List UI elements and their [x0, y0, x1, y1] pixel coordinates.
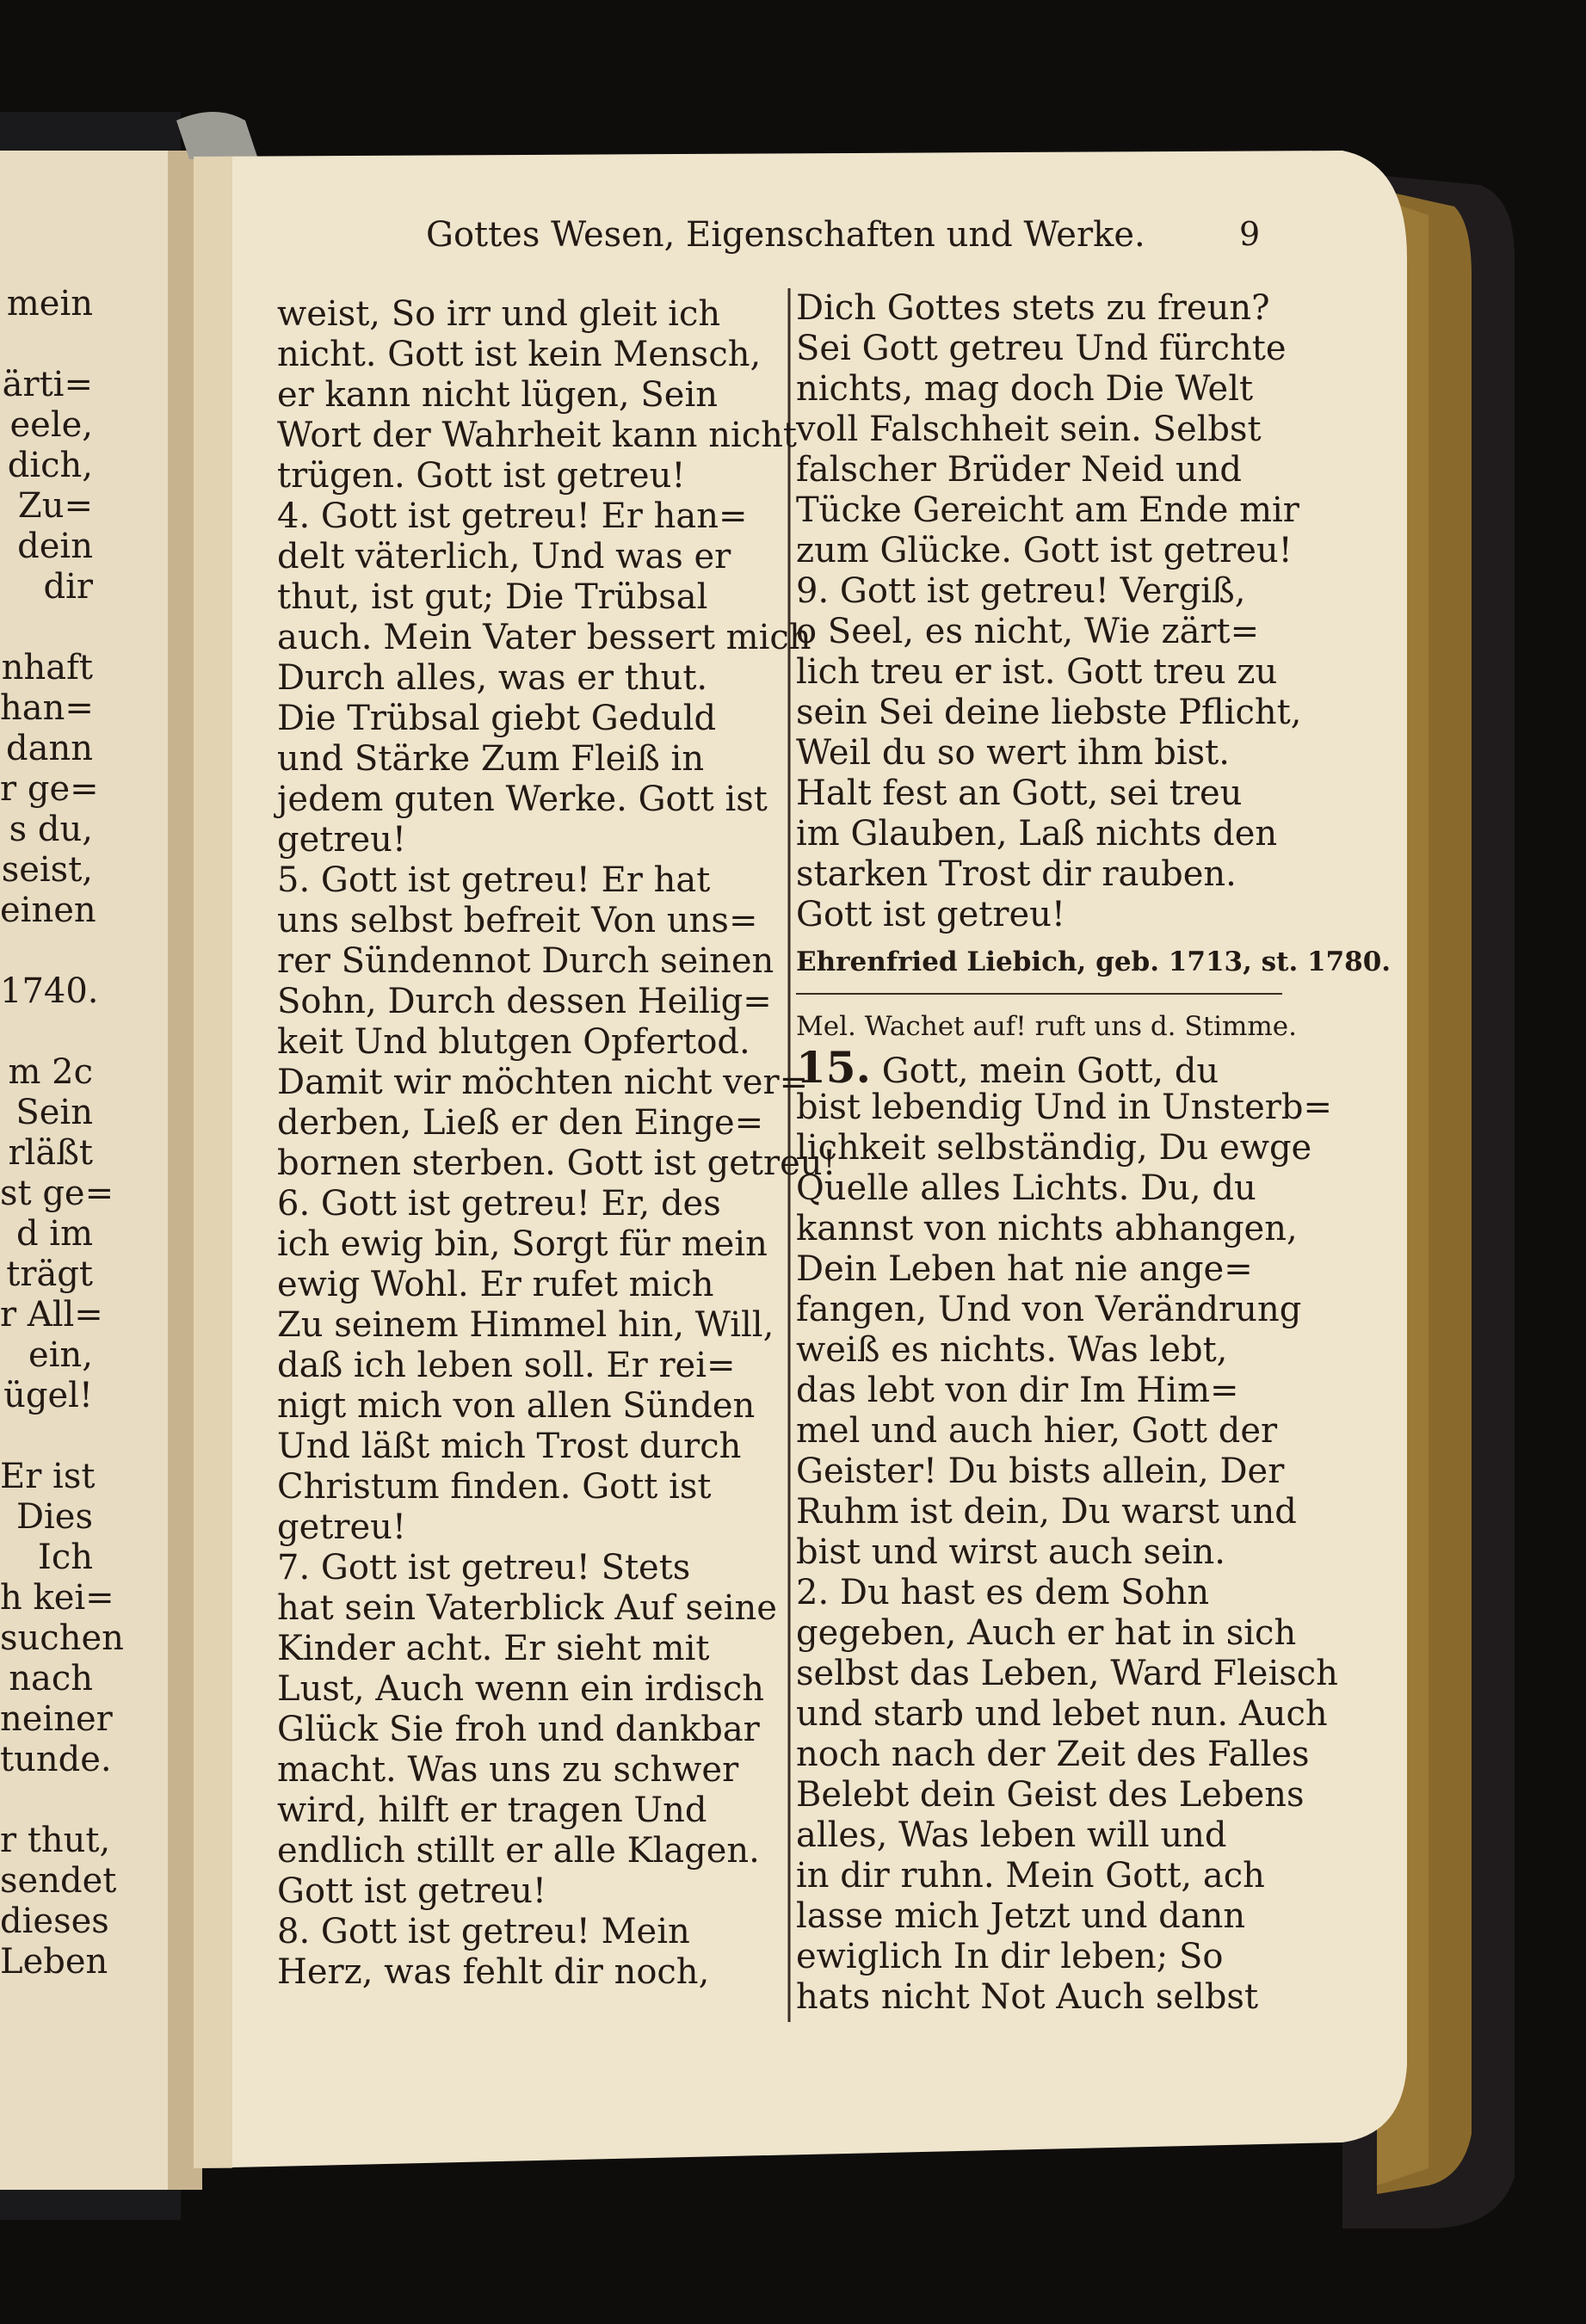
- text-line: Sohn, Durch dessen Heilig=: [277, 982, 772, 1021]
- text-line: Belebt dein Geist des Lebens: [796, 1775, 1305, 1815]
- fragment-line: tunde.: [0, 1740, 112, 1779]
- text-line: bornen sterben. Gott ist getreu!: [277, 1144, 836, 1183]
- text-line: weist, So irr und gleit ich: [277, 294, 721, 334]
- text-line: gegeben, Auch er hat in sich: [796, 1613, 1297, 1653]
- fragment-line: suchen: [0, 1618, 124, 1658]
- text-line: thut, ist gut; Die Trübsal: [277, 577, 708, 617]
- fragment-line: Ich: [38, 1538, 93, 1577]
- text-line: mel und auch hier, Gott der: [796, 1411, 1278, 1451]
- fragment-line: Dies: [15, 1497, 93, 1537]
- fragment-line: [0, 1780, 93, 1821]
- text-line: lichkeit selbständig, Du ewge: [796, 1128, 1312, 1168]
- text-line: Tücke Gereicht am Ende mir: [796, 490, 1299, 530]
- text-line: Weil du so wert ihm bist.: [796, 733, 1230, 773]
- text-line: keit Und blutgen Opfertod.: [277, 1022, 750, 1062]
- text-line: im Glauben, Laß nichts den: [796, 814, 1278, 854]
- fragment-line: s du,: [9, 810, 93, 849]
- text-line: nigt mich von allen Sünden: [277, 1386, 756, 1426]
- text-line: Gott ist getreu!: [277, 1871, 546, 1911]
- text-line: Dich Gottes stets zu freun?: [796, 288, 1270, 328]
- fragment-line: Sein: [15, 1093, 93, 1132]
- text-line: hat sein Vaterblick Auf seine: [277, 1588, 777, 1628]
- text-line: auch. Mein Vater bessert mich: [277, 618, 812, 657]
- text-line: endlich stillt er alle Klagen.: [277, 1831, 760, 1871]
- text-line: ewig Wohl. Er rufet mich: [277, 1265, 714, 1304]
- fragment-line: trägt: [6, 1254, 93, 1294]
- text-line: ewiglich In dir leben; So: [796, 1937, 1224, 1976]
- fragment-line: eele,: [9, 405, 93, 445]
- text-line: lasse mich Jetzt und dann: [796, 1896, 1246, 1936]
- fragment-line: st ge=: [0, 1174, 114, 1213]
- text-line: Wort der Wahrheit kann nicht: [277, 416, 798, 455]
- text-line: weiß es nichts. Was lebt,: [796, 1330, 1228, 1370]
- text-line: alles, Was leben will und: [796, 1815, 1227, 1855]
- fragment-line: dein: [17, 527, 93, 566]
- text-line: jedem guten Werke. Gott ist: [277, 780, 768, 819]
- text-line: nicht. Gott ist kein Mensch,: [277, 335, 762, 374]
- text-line: Gott ist getreu!: [796, 895, 1065, 934]
- page-number: 9: [1239, 215, 1261, 253]
- text-line: 2. Du hast es dem Sohn: [796, 1573, 1210, 1612]
- text-line: getreu!: [277, 820, 406, 860]
- fragment-line: sendet: [0, 1861, 117, 1901]
- text-line: 7. Gott ist getreu! Stets: [277, 1548, 691, 1587]
- fragment-line: han=: [0, 688, 94, 728]
- text-line: Geister! Du bists allein, Der: [796, 1452, 1285, 1491]
- fragment-line: neiner: [0, 1699, 113, 1739]
- fragment-line: dir: [43, 567, 93, 607]
- text-line: in dir ruhn. Mein Gott, ach: [796, 1856, 1265, 1896]
- fragment-line: 1740.: [0, 971, 99, 1011]
- text-line: Christum finden. Gott ist: [277, 1467, 712, 1507]
- text-line: Kinder acht. Er sieht mit: [277, 1629, 710, 1668]
- text-line: 8. Gott ist getreu! Mein: [277, 1912, 690, 1951]
- fragment-line: einen: [0, 891, 96, 930]
- fragment-line: mein: [6, 284, 93, 324]
- text-line: Und läßt mich Trost durch: [277, 1427, 742, 1466]
- text-line: Glück Sie froh und dankbar: [277, 1710, 760, 1749]
- fragment-line: ein,: [28, 1335, 93, 1375]
- text-line: Ruhm ist dein, Du warst und: [796, 1492, 1297, 1532]
- author-line: Ehrenfried Liebich, geb. 1713, st. 1780.: [796, 946, 1392, 977]
- text-line: voll Falschheit sein. Selbst: [796, 410, 1262, 449]
- running-title: Gottes Wesen, Eigenschaften und Werke.: [426, 215, 1145, 255]
- left-page-fragment: [0, 284, 124, 1982]
- text-line: hats nicht Not Auch selbst: [796, 1977, 1259, 2017]
- text-line: das lebt von dir Im Him=: [796, 1371, 1239, 1410]
- fragment-line: ärti=: [2, 365, 93, 404]
- fragment-line: [0, 931, 93, 971]
- text-line: Durch alles, was er thut.: [277, 658, 708, 698]
- fragment-line: [0, 1012, 93, 1052]
- text-column-left: [277, 294, 836, 1993]
- text-line: derben, Ließ er den Einge=: [277, 1103, 764, 1143]
- text-line: Dein Leben hat nie ange=: [796, 1249, 1253, 1289]
- text-line: nichts, mag doch Die Welt: [796, 369, 1254, 409]
- text-line: daß ich leben soll. Er rei=: [277, 1346, 736, 1385]
- text-line: uns selbst befreit Von uns=: [277, 901, 758, 940]
- text-line: ich ewig bin, Sorgt für mein: [277, 1224, 768, 1264]
- text-line: Sei Gott getreu Und fürchte: [796, 329, 1287, 368]
- fragment-line: r All=: [0, 1295, 103, 1335]
- text-line: fangen, Und von Verändrung: [796, 1290, 1302, 1329]
- text-line: und starb und lebet nun. Auch: [796, 1694, 1328, 1734]
- text-line: lich treu er ist. Gott treu zu: [796, 652, 1278, 692]
- text-line: Quelle alles Lichts. Du, du: [796, 1168, 1256, 1208]
- fragment-line: nhaft: [1, 648, 93, 687]
- text-line: 9. Gott ist getreu! Vergiß,: [796, 571, 1246, 611]
- fragment-line: dieses: [0, 1902, 109, 1941]
- fragment-line: h kei=: [0, 1578, 114, 1618]
- fragment-line: r thut,: [0, 1821, 111, 1860]
- text-line: Herz, was fehlt dir noch,: [277, 1952, 710, 1992]
- fragment-line: Er ist: [0, 1457, 96, 1496]
- text-line: Zu seinem Himmel hin, Will,: [277, 1305, 774, 1345]
- text-line: o Seel, es nicht, Wie zärt=: [796, 612, 1260, 651]
- hymn-number: 15.: [796, 1042, 871, 1093]
- text-line: wird, hilft er tragen Und: [277, 1791, 707, 1830]
- fragment-line: Leben: [0, 1942, 108, 1982]
- fragment-line: d im: [15, 1214, 93, 1254]
- fragment-line: rläßt: [8, 1133, 93, 1173]
- text-line: zum Glücke. Gott ist getreu!: [796, 531, 1293, 570]
- fragment-line: ügel!: [3, 1376, 93, 1415]
- text-line: Die Trübsal giebt Geduld: [277, 699, 717, 738]
- fragment-line: m 2c: [8, 1052, 93, 1092]
- text-line: und Stärke Zum Fleiß in: [277, 739, 705, 779]
- text-line: trügen. Gott ist getreu!: [277, 456, 686, 496]
- text-line: er kann nicht lügen, Sein: [277, 375, 718, 415]
- text-line: kannst von nichts abhangen,: [796, 1209, 1298, 1248]
- melody-line: Mel. Wachet auf! ruft uns d. Stimme.: [796, 1011, 1297, 1042]
- text-line: Lust, Auch wenn ein irdisch: [277, 1669, 764, 1709]
- text-line: selbst das Leben, Ward Fleisch: [796, 1654, 1338, 1693]
- text-line: bist und wirst auch sein.: [796, 1532, 1225, 1572]
- text-line: 5. Gott ist getreu! Er hat: [277, 860, 711, 900]
- text-line: noch nach der Zeit des Falles: [796, 1735, 1310, 1774]
- text-line: 4. Gott ist getreu! Er han=: [277, 496, 748, 536]
- text-line: Gott, mein Gott, du: [881, 1051, 1219, 1091]
- text-line: Damit wir möchten nicht ver=: [277, 1063, 809, 1102]
- text-line: falscher Brüder Neid und: [796, 450, 1242, 490]
- fragment-line: [0, 607, 93, 648]
- fragment-line: nach: [9, 1659, 93, 1698]
- text-line: bist lebendig Und in Unsterb=: [796, 1088, 1332, 1127]
- fragment-line: [0, 1416, 93, 1457]
- text-line: macht. Was uns zu schwer: [277, 1750, 739, 1790]
- fragment-line: r ge=: [0, 769, 99, 809]
- text-line: sein Sei deine liebste Pflicht,: [796, 693, 1302, 732]
- fragment-line: dich,: [7, 446, 93, 485]
- fragment-line: Zu=: [17, 486, 93, 526]
- fragment-line: seist,: [1, 850, 93, 890]
- text-line: getreu!: [277, 1507, 406, 1547]
- text-line: 6. Gott ist getreu! Er, des: [277, 1184, 721, 1224]
- text-line: delt väterlich, Und was er: [277, 537, 731, 576]
- text-column-right: [796, 288, 1391, 2018]
- text-line: Halt fest an Gott, sei treu: [796, 774, 1243, 813]
- fragment-line: [0, 324, 93, 365]
- text-line: rer Sündennot Durch seinen: [277, 941, 774, 981]
- hymn-first-line: [796, 1042, 1391, 1093]
- text-line: starken Trost dir rauben.: [796, 854, 1237, 894]
- fragment-line: dann: [6, 729, 93, 768]
